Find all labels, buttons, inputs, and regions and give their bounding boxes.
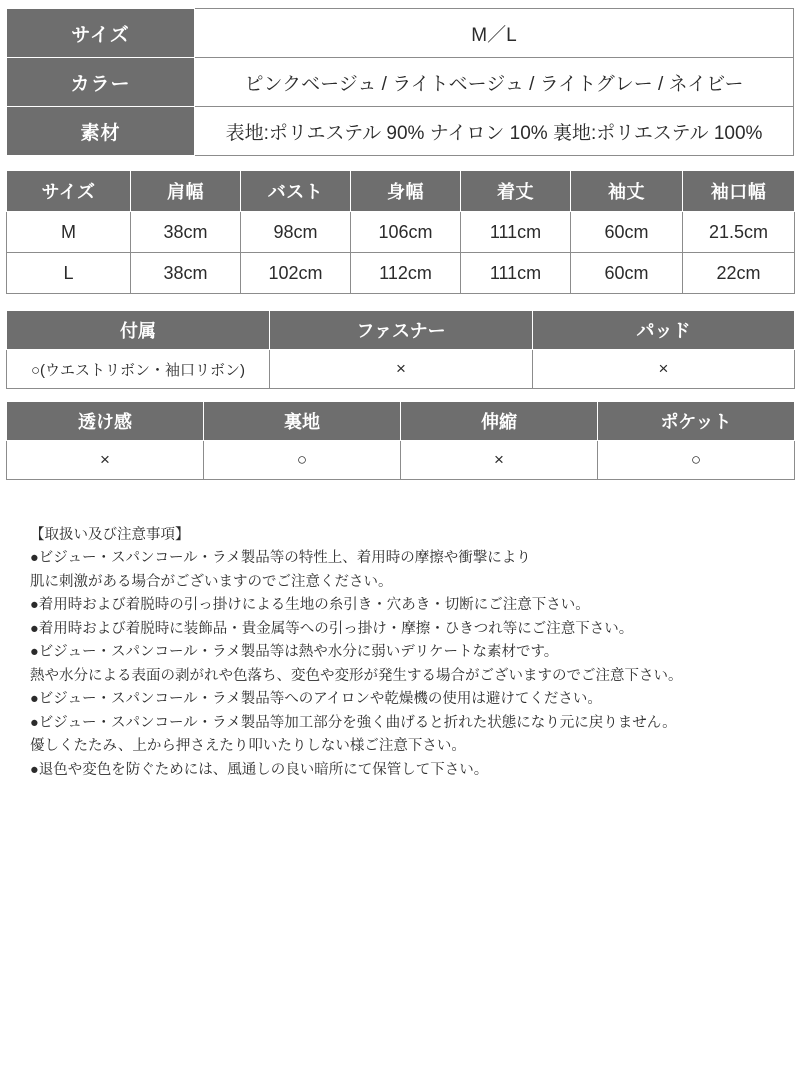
care-note-line: ●ビジュー・スパンコール・ラメ製品等は熱や水分に弱いデリケートな素材です。 — [30, 644, 559, 661]
feature-value-pocket: ○ — [598, 441, 795, 480]
measurement-cell: 38cm — [131, 212, 241, 253]
feature-header-stretch: 伸縮 — [401, 402, 598, 441]
feature-header-zipper: ファスナー — [270, 311, 533, 350]
feature-header-pocket: ポケット — [598, 402, 795, 441]
measurement-cell: 38cm — [131, 253, 241, 294]
feature-header-pad: パッド — [533, 311, 795, 350]
measurement-cell: 60cm — [571, 253, 683, 294]
measurement-cell: 111cm — [461, 253, 571, 294]
table-row — [7, 212, 795, 253]
care-note-line: ●ビジュー・スパンコール・ラメ製品等へのアイロンや乾燥機の使用は避けてください。 — [30, 691, 602, 708]
feature-header-sheerness: 透け感 — [7, 402, 204, 441]
care-note-line: 優しくたたみ、上から押さえたり叩いたりしない様ご注意下さい。 — [30, 738, 466, 755]
feature-header-attachment: 付属 — [7, 311, 270, 350]
spec-value-size: M／L — [195, 9, 794, 58]
measurement-header-size: サイズ — [7, 171, 131, 212]
spec-label-material: 素材 — [7, 107, 195, 156]
table-row — [7, 350, 795, 389]
measurement-header-width: 身幅 — [351, 171, 461, 212]
care-note-line: 熱や水分による表面の剥がれや色落ち、変色や変形が発生する場合がございますのでご注意下さい。 — [30, 667, 683, 684]
feature-table-properties — [6, 401, 795, 480]
measurement-header-sleeve-length: 袖丈 — [571, 171, 683, 212]
care-notes — [30, 524, 770, 782]
care-note-line: ●ビジュー・スパンコール・ラメ製品等の特性上、着用時の摩擦や衝撃により — [30, 550, 531, 567]
care-note-line: ●着用時および着脱時に装飾品・貴金属等への引っ掛け・摩擦・ひきつれ等にご注意下さい。 — [30, 620, 634, 637]
care-notes-title: 【取扱い及び注意事項】 — [30, 527, 190, 543]
measurement-cell: 111cm — [461, 212, 571, 253]
feature-value-attachment: ○(ウエストリボン・袖口リボン) — [7, 350, 270, 389]
spec-table — [6, 8, 794, 156]
feature-value-pad: × — [533, 350, 795, 389]
measurement-cell: 102cm — [241, 253, 351, 294]
table-header-row — [7, 311, 795, 350]
spec-label-color: カラー — [7, 58, 195, 107]
measurement-cell: 112cm — [351, 253, 461, 294]
table-row — [7, 441, 795, 480]
measurement-cell: 98cm — [241, 212, 351, 253]
care-note-line: ●ビジュー・スパンコール・ラメ製品等加工部分を強く曲げると折れた状態になり元に戻りません。 — [30, 714, 677, 731]
table-header-row — [7, 402, 795, 441]
feature-value-zipper: × — [270, 350, 533, 389]
measurement-table — [6, 170, 795, 294]
feature-value-lining: ○ — [204, 441, 401, 480]
care-note-line: ●退色や変色を防ぐためには、風通しの良い暗所にて保管して下さい。 — [30, 761, 489, 778]
feature-value-stretch: × — [401, 441, 598, 480]
feature-value-sheerness: × — [7, 441, 204, 480]
feature-header-lining: 裏地 — [204, 402, 401, 441]
measurement-cell: 106cm — [351, 212, 461, 253]
measurement-header-bust: バスト — [241, 171, 351, 212]
measurement-cell: L — [7, 253, 131, 294]
measurement-cell: 21.5cm — [683, 212, 795, 253]
feature-table-attachments — [6, 310, 795, 389]
table-row — [7, 107, 794, 156]
measurement-header-shoulder: 肩幅 — [131, 171, 241, 212]
table-row — [7, 58, 794, 107]
table-row — [7, 253, 795, 294]
measurement-cell: 60cm — [571, 212, 683, 253]
spec-value-material: 表地:ポリエステル 90% ナイロン 10% 裏地:ポリエステル 100% — [195, 107, 794, 156]
care-note-line: 肌に刺激がある場合がございますのでご注意ください。 — [30, 573, 393, 590]
table-header-row — [7, 171, 795, 212]
table-row — [7, 9, 794, 58]
product-spec-page — [0, 8, 800, 1075]
measurement-cell: M — [7, 212, 131, 253]
spec-label-size: サイズ — [7, 9, 195, 58]
care-note-line: ●着用時および着脱時の引っ掛けによる生地の糸引き・穴あき・切断にご注意下さい。 — [30, 597, 590, 614]
spec-value-color: ピンクベージュ / ライトベージュ / ライトグレー / ネイビー — [195, 58, 794, 107]
measurement-cell: 22cm — [683, 253, 795, 294]
measurement-header-length: 着丈 — [461, 171, 571, 212]
measurement-header-cuff-width: 袖口幅 — [683, 171, 795, 212]
